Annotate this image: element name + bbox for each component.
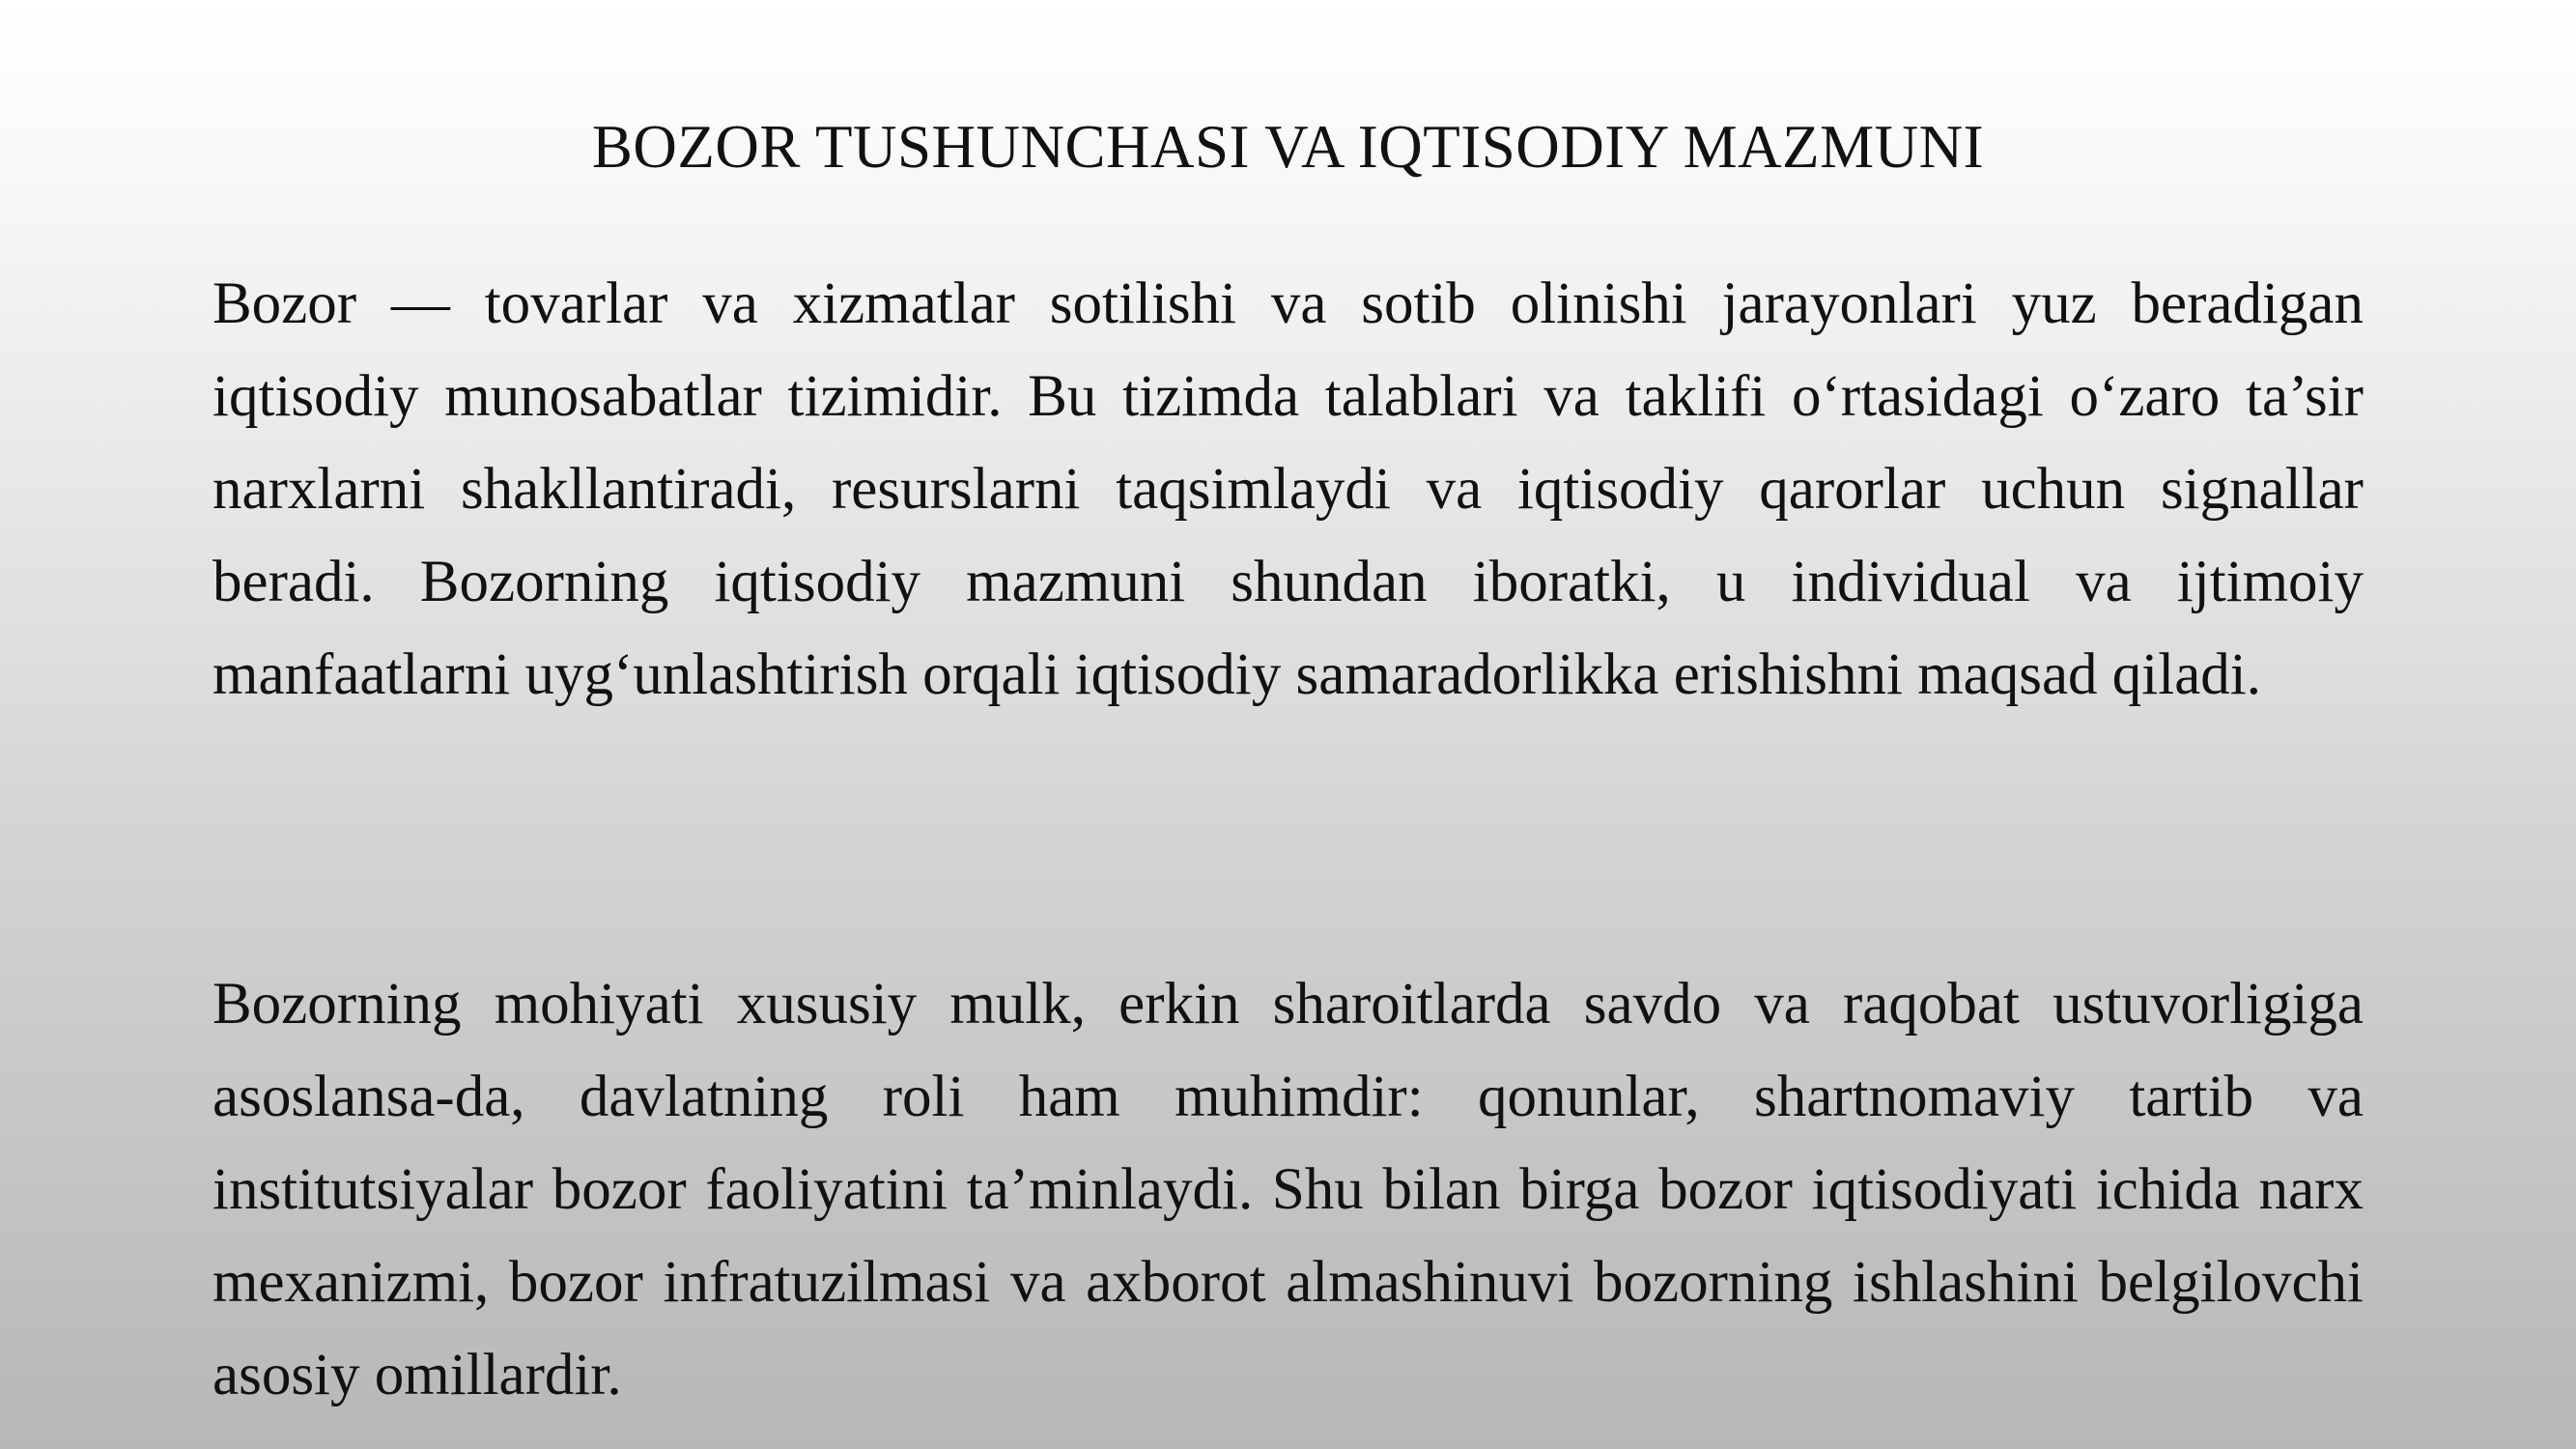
paragraph-market-essence: Bozorning mohiyati xususiy mulk, erkin sharoitlarda savdo va raqobat ustuvorligiga asoslansa-da, davlatning roli ham muhimdir: qonunlar, shartnomaviy tartib va institutsiyalar bozor faoliyatini ta’minlaydi. Shu bilan birga bozor iqtisodiyati ichida narx mexanizmi, bozor infratuzilmasi va axborot almashinuvi bozorning ishlashini belgilovchi asosiy omillardir. [212,972,2364,1407]
paragraph-market-definition: Bozor — tovarlar va xizmatlar sotilishi va sotib olinishi jarayonlari yuz beradigan iqtisodiy munosabatlar tizimidir. Bu tizimda talablari va taklifi o‘rtasidagi o‘zaro ta’sir narxlarni shakllantiradi, resurslarni taqsimlaydi va iqtisodiy qarorlar uchun signallar beradi. Bozorning iqtisodiy mazmuni shundan iboratki, u individual va ijtimoiy manfaatlarni uyg‘unlashtirish orqali iqtisodiy samaradorlikka erishishni maqsad qiladi. [212,271,2364,707]
slide-title: BOZOR TUSHUNCHASI VA IQTISODIY MAZMUNI [591,113,1985,181]
